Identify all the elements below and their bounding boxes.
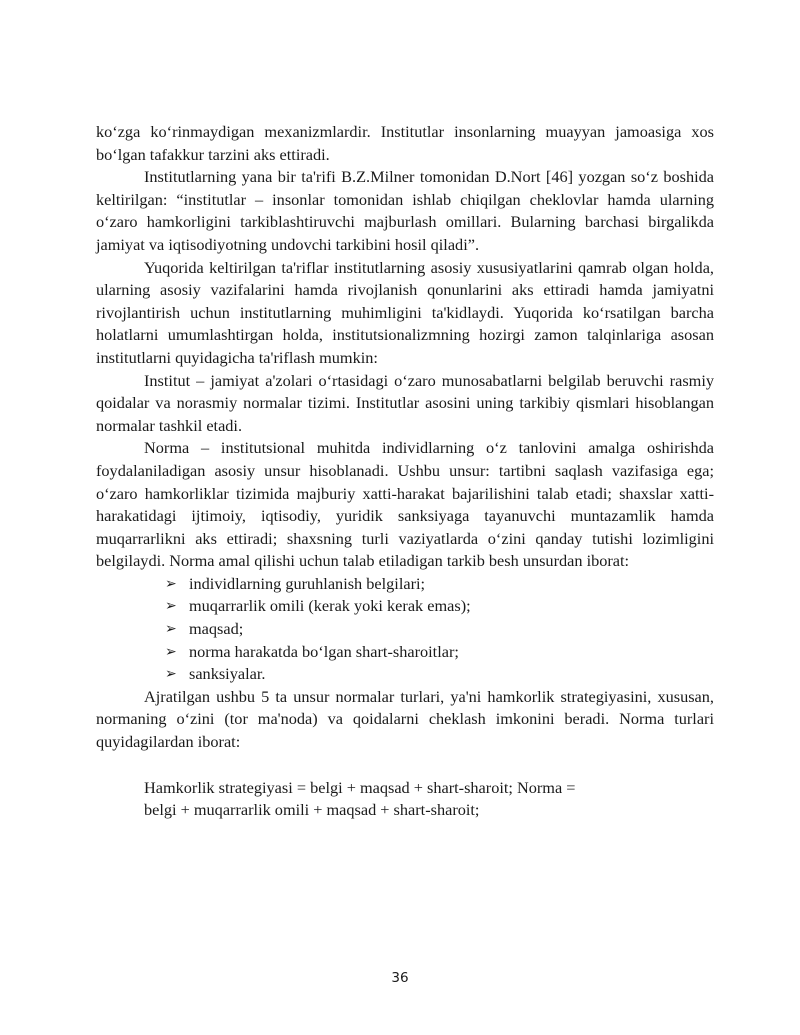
list-item (165, 573, 714, 596)
norm-elements-list (96, 573, 714, 686)
formula-line-2: belgi + muqarrarlik omili + maqsad + shart-sharoit; (144, 800, 480, 820)
arrow-bullet-icon: ➢ (165, 666, 177, 683)
list-item-text: maqsad; (189, 619, 244, 639)
paragraph-after-list: Ajratilgan ushbu 5 ta unsur normalar turlari, ya'ni hamkorlik strategiyasini, xususan, normaning o‘zini (tor ma'noda) va qoidalarni cheklash imkonini beradi. Norma turlari quyidagilardan iborat: (96, 686, 714, 752)
paragraph-institut-definition: Institut – jamiyat a'zolari o‘rtasidagi o‘zaro munosabatlarni belgilab beruvchi rasmiy qoidalar va norasmiy normalar tizimi. Institutlar asosini uning tarkibiy qismlari hisoblangan normalar tashkil etadi. (96, 370, 714, 435)
formula-block (96, 777, 714, 822)
arrow-bullet-icon: ➢ (165, 621, 177, 638)
paragraph-milner-definition: Institutlarning yana bir ta'rifi B.Z.Milner tomonidan D.Nort [46] yozgan so‘z boshida keltirilgan: “institutlar – insonlar tomonidan ishlab chiqilgan cheklovlar hamda ularning o‘zaro hamkorligini tarkiblashtiruvchi majburlash omillari. Bularning barchasi birgalikda jamiyat va iqtisodiyotning undovchi tarkibini hosil qiladi”. (96, 167, 714, 254)
paragraph-definitions-summary: Yuqorida keltirilgan ta'riflar institutlarning asosiy xususiyatlarini qamrab olgan holda, ularning asosiy vazifalarini hamda rivojlanish qonunlarini aks ettiradi hamda jamiyatni rivojlantirish uchun institutlarning muhimligini ta'kidlaydi. Yuqorida ko‘rsatilgan barcha holatlarni umumlashtirgan holda, institutsionalizmning hozirgi zamon talqinlariga asosan institutlarni quyidagicha ta'riflash mumkin: (96, 257, 714, 367)
list-item-text: sanksiyalar. (189, 664, 266, 684)
arrow-bullet-icon: ➢ (165, 575, 177, 592)
arrow-bullet-icon: ➢ (165, 643, 177, 660)
list-item (165, 618, 714, 641)
paragraph-norma-definition: Norma – institutsional muhitda individlarning o‘z tanlovini amalga oshirishda foydalaniladigan asosiy unsur hisoblanadi. Ushbu unsur: tartibni saqlash vazifasiga ega; o‘zaro hamkorliklar tizimida majburiy xatti-harakat bajarilishini talab etadi; shaxslar xatti-harakatidagi ijtimoiy, iqtisodiy, yuridik sanksiyaga tayanuvchi muntazamlik hamda muqarrarlikni aks ettiradi; shaxsning turli vaziyatlarda o‘zini qanday tutishi lozimligini belgilaydi. Norma amal qilishi uchun talab etiladigan tarkib besh unsurdan iborat: (96, 438, 714, 571)
list-item (165, 663, 714, 686)
formula-line-1: Hamkorlik strategiyasi = belgi + maqsad + shart-sharoit; Norma = (144, 777, 576, 797)
document-body (96, 121, 714, 822)
list-item-text: muqarrarlik omili (kerak yoki kerak emas); (189, 596, 471, 616)
list-item-text: individlarning guruhlanish belgilari; (189, 573, 426, 593)
list-item-text: norma harakatda bo‘lgan shart-sharoitlar; (189, 641, 459, 661)
list-item (165, 641, 714, 664)
list-item (165, 595, 714, 618)
page-number: 36 (391, 970, 409, 986)
paragraph-continuation: ko‘zga ko‘rinmaydigan mexanizmlardir. Institutlar insonlarning muayyan jamoasiga xos bo‘lgan tafakkur tarzini aks ettiradi. (96, 122, 714, 164)
arrow-bullet-icon: ➢ (165, 598, 177, 615)
